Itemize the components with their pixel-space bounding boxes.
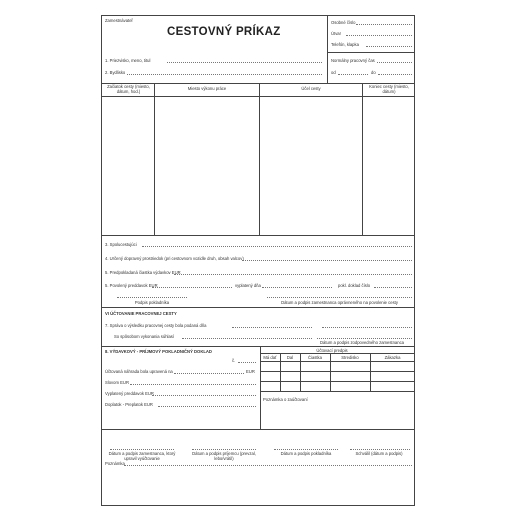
cashier-signature-caption: Podpis pokladníka [134,300,170,305]
cash-doc-label: pokl. doklad číslo [338,283,371,288]
approved-amount-field[interactable] [174,373,244,374]
footer-signature-caption-3: Dátum a podpis pokladníka [280,451,332,456]
advance-paid-label: vyplatený dňa [235,283,261,288]
employee-signature-line[interactable] [267,297,412,298]
expected-costs-label: 5. Predpokladaná čiastka výdavkov EUR [105,270,181,275]
settlement-top-line [102,307,415,308]
approved-amount-label: Účtovaná náhrada bola upravená na [105,369,173,374]
residence-label: 2. Bydlisko [105,70,126,75]
report-label: 7. Správa o výsledku pracovnej cesty bola podaná dňa [105,323,207,328]
travel-order-form [101,15,415,506]
name-field[interactable] [167,62,322,63]
expected-costs-field[interactable] [174,274,412,275]
responsible-signature-caption: Dátum a podpis zodpovedného zamestnanca [319,340,405,345]
financial-heading: 8. VÝDAVKOVÝ - PRÍJMOVÝ POKLADNIČNÝ DOKLAD [105,349,212,354]
advance-field[interactable] [152,287,232,288]
name-label: 1. Priezvisko, meno, titul [105,58,151,63]
footer-signature-line-3[interactable] [274,449,338,450]
work-from-label: od [331,70,336,75]
paid-advance-label: Vyplatený preddavok EUR [105,391,154,396]
footer-note-label: Poznámka [105,461,125,466]
col-trip-end: Koniec cesty (miesto, dátum) [369,84,409,94]
booking-heading-line [260,353,415,354]
companions-label: 3. Spolucestujúci [105,242,137,247]
footer-signature-line-1[interactable] [110,449,174,450]
advance-paid-field[interactable] [262,287,332,288]
booking-heading: Účtovací predpis [316,348,348,353]
footer-top-line [102,429,415,430]
work-to-field[interactable] [378,74,412,75]
transport-label: 4. Určený dopravný prostriedok (pri cestovnom vozidle druh, obsah valcov) [105,256,244,261]
responsible-signature-line[interactable] [317,338,412,339]
col-trip-purpose: Účel cesty [301,86,321,91]
report-extra-field[interactable] [322,327,412,328]
settlement-heading: VI ÚČTOVANIE PRACOVNEJ CESTY [105,311,177,316]
booking-col-center: Stredisko [341,355,359,360]
booking-col-amount: Čiastka [308,355,322,360]
doc-number-field[interactable] [238,362,256,363]
col-work-place: Miesto výkonu práce [187,86,227,91]
financial-top-line [102,346,415,347]
transport-field[interactable] [242,260,412,261]
report-date-field[interactable] [232,327,312,328]
method-label: So spôsobom vykonania súhlasí [114,334,175,339]
department-label: Útvar [331,31,342,36]
cash-doc-field[interactable] [374,287,412,288]
form-title: CESTOVNÝ PRÍKAZ [167,26,281,38]
work-to-label: do [371,70,376,75]
doc-number-label: č. [232,358,236,363]
booking-row-line-1 [260,371,415,372]
surcharge-label: Doplatok - Preplatok EUR [105,402,153,407]
cashier-signature-line[interactable] [117,297,187,298]
col-trip-start: Začiatok cesty (miesto, dátum, hod.) [107,84,150,94]
employee-signature-caption: Dátum a podpis zamestnanca oprávneného na povolenie cesty [281,300,398,305]
surcharge-field[interactable] [158,406,256,407]
footer-note-field[interactable] [124,465,412,466]
department-field[interactable] [346,35,412,36]
header-right-divider [327,16,328,83]
booking-col-debit: Má dať [263,355,277,360]
footer-signature-line-4[interactable] [350,449,410,450]
phone-field[interactable] [366,46,412,47]
phone-label: Telefón, klapka [331,42,359,47]
companions-field[interactable] [142,246,412,247]
footer-signature-line-2[interactable] [192,449,256,450]
personal-number-label: Osobné číslo [331,20,356,25]
header-right-line [327,52,415,53]
advance-label: 5. Povolený preddavok EUR [105,283,158,288]
booking-note-label: Poznámka o zaúčtovaní [263,397,308,402]
method-field[interactable] [182,338,312,339]
paid-advance-field[interactable] [152,395,256,396]
work-from-field[interactable] [338,74,368,75]
table-col-divider-3 [362,83,363,235]
words-label: Slovom EUR [105,380,129,385]
booking-col-credit: Dal [286,355,294,360]
personal-number-field[interactable] [356,24,412,25]
booking-header-line [260,361,415,362]
table-col-divider-2 [259,83,260,235]
employer-label: Zamestnávateľ [105,18,133,23]
work-time-field[interactable] [377,62,412,63]
footer-signature-caption-1: Dátum a podpis zamestnanca, ktorý upravil vyúčtovanie [108,451,176,461]
booking-row-line-2 [260,381,415,382]
footer-signature-caption-4: Schválil (dátum a podpis) [355,451,403,456]
approved-currency: EUR [246,369,255,374]
booking-row-line-3 [260,391,415,392]
table-bottom-line [102,235,415,236]
table-col-divider-1 [154,83,155,235]
words-field[interactable] [130,384,256,385]
residence-field[interactable] [127,74,322,75]
footer-signature-caption-2: Dátum a podpis príjemcu (prevzal, lebo/vrátil) [192,451,256,461]
work-time-label: Normálny pracovný čas [331,58,375,63]
booking-col-order: Zákazka [384,355,401,360]
